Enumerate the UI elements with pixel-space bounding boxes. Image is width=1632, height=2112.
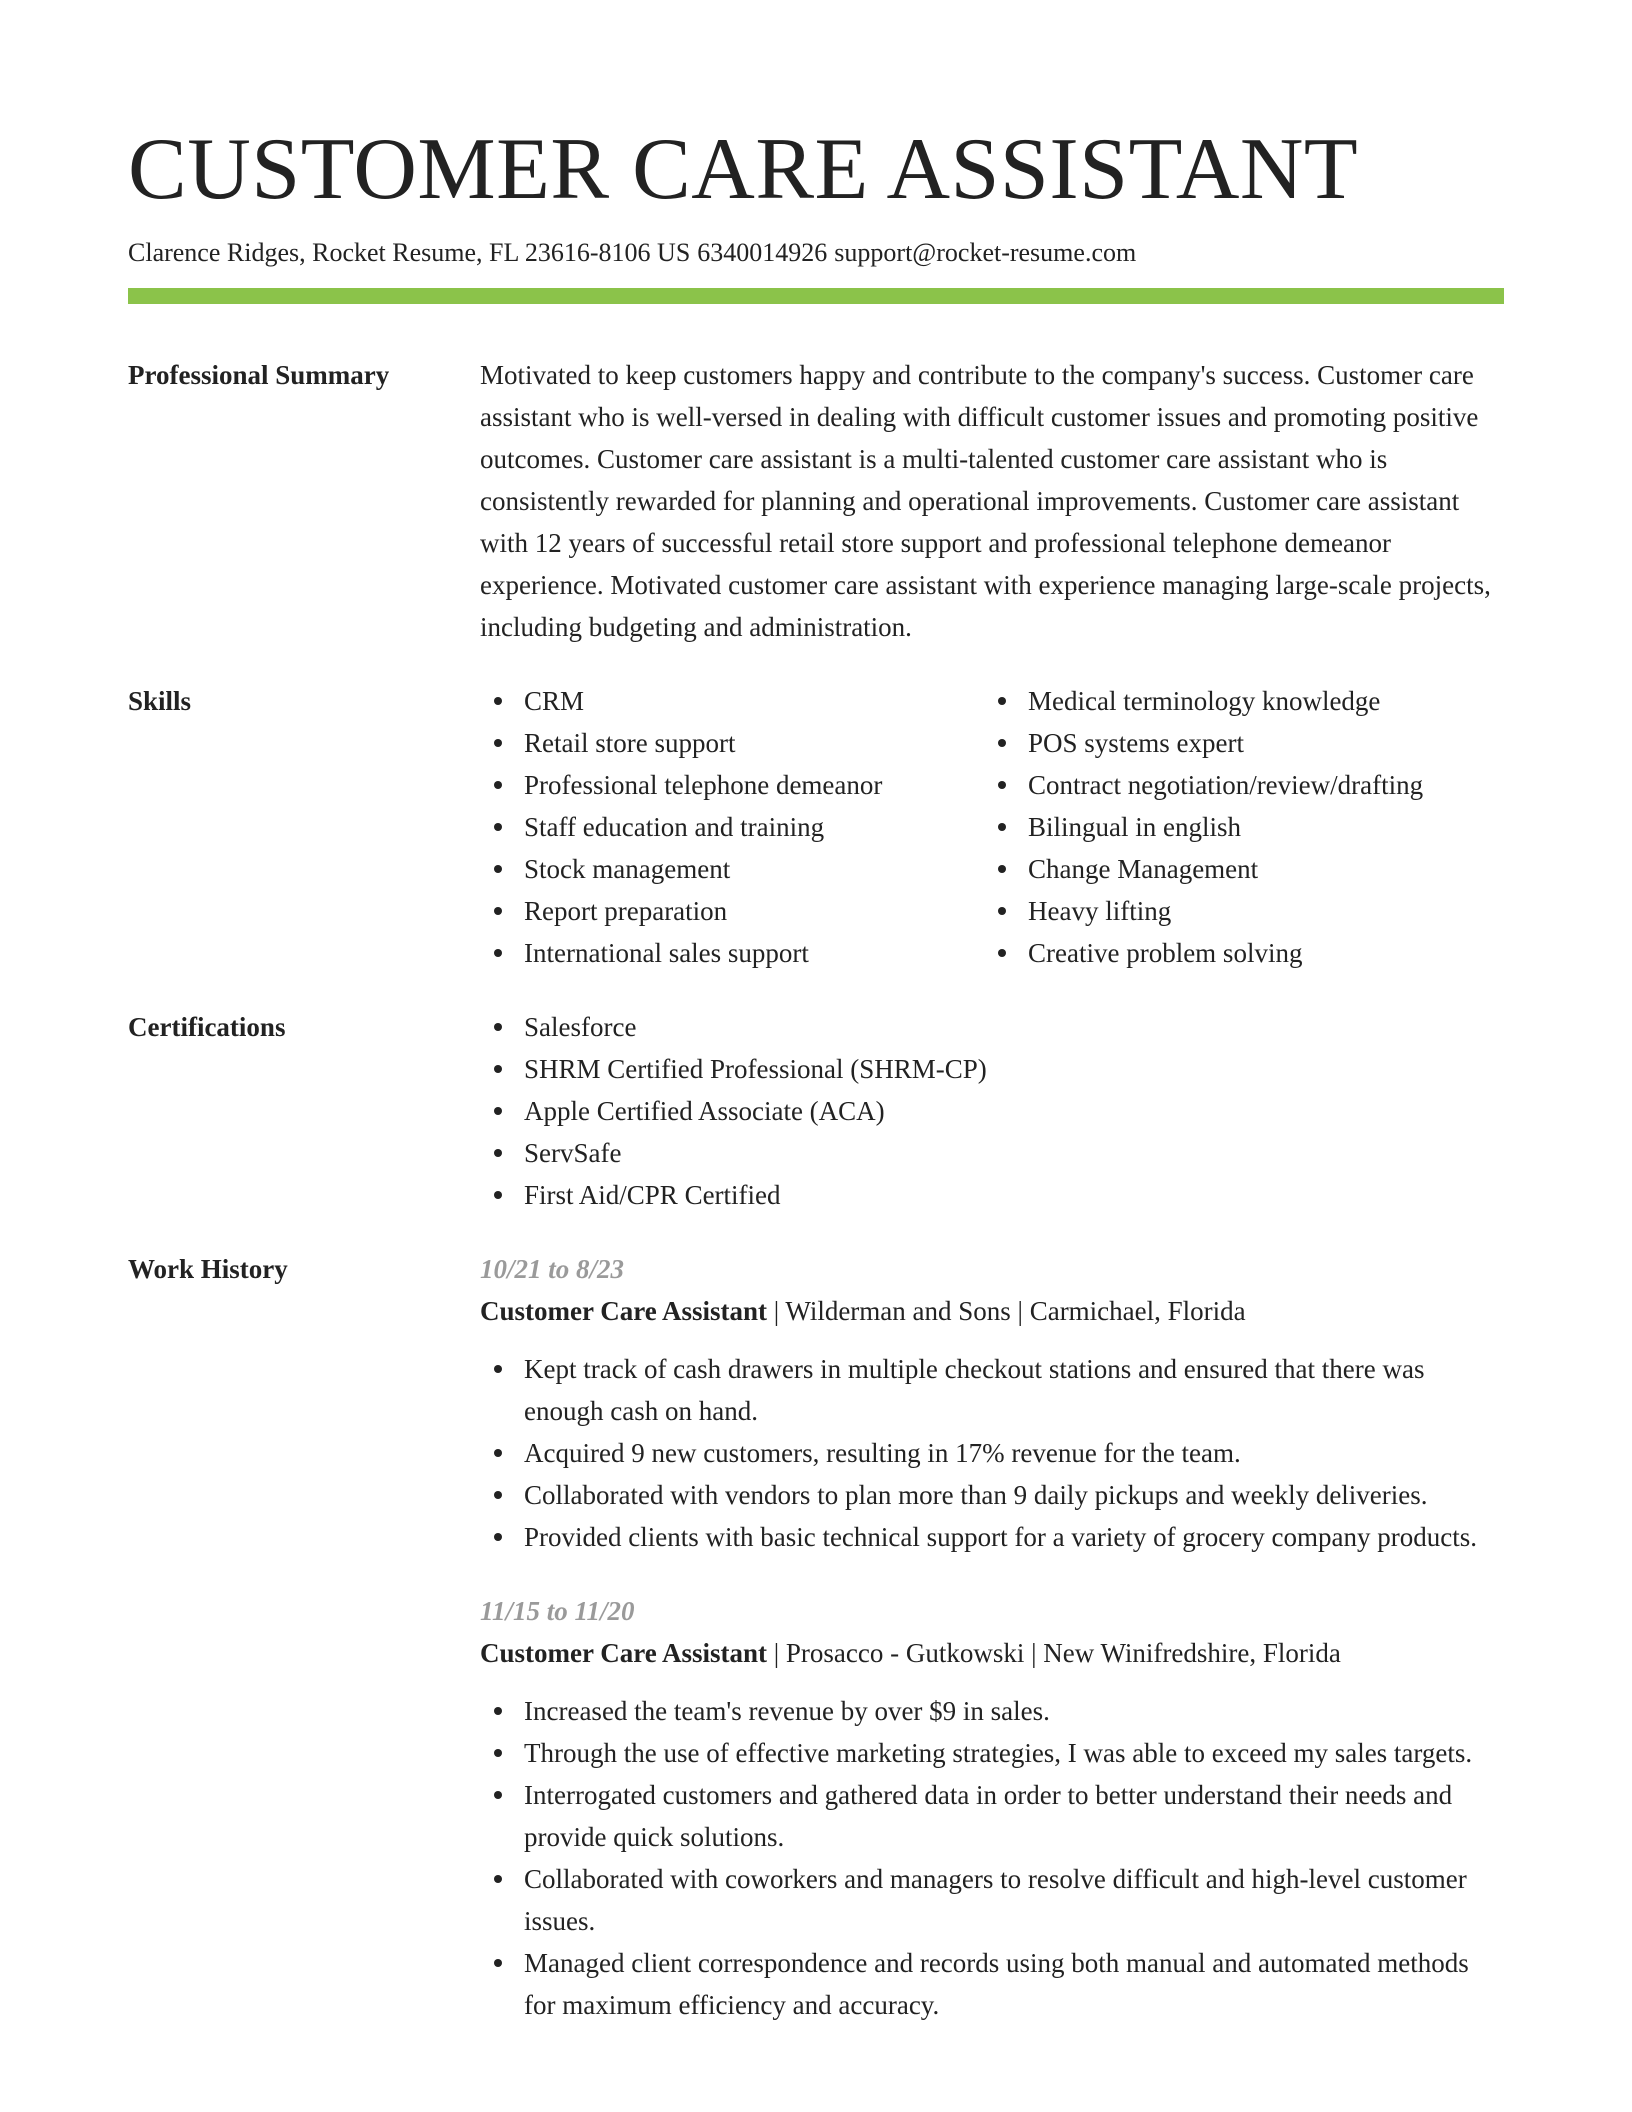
contact-address: Clarence Ridges, Rocket Resume, FL 23616-8106 US [128, 238, 691, 267]
contact-phone: 6340014926 [697, 238, 828, 267]
certifications-list [480, 1006, 1504, 1216]
certification-item: Salesforce [480, 1006, 1504, 1048]
skills-grid [480, 680, 1504, 974]
skill-item: International sales support [480, 932, 984, 974]
resume-page [128, 120, 1504, 2026]
job-entry [480, 1590, 1504, 2026]
work-history-body [480, 1248, 1504, 2026]
job-bullets [480, 1348, 1504, 1558]
job-bullet: Acquired 9 new customers, resulting in 17% revenue for the team. [480, 1432, 1504, 1474]
summary-heading: Professional Summary [128, 360, 390, 390]
job-bullet: Collaborated with coworkers and managers to resolve difficult and high-level customer issues. [480, 1858, 1504, 1942]
skill-item: Retail store support [480, 722, 984, 764]
work-history-section [128, 1248, 1504, 2026]
skill-item: Bilingual in english [984, 806, 1504, 848]
certification-item: First Aid/CPR Certified [480, 1174, 1504, 1216]
certifications-body [480, 1006, 1504, 1216]
certification-item: SHRM Certified Professional (SHRM-CP) [480, 1048, 1504, 1090]
skills-heading: Skills [128, 686, 192, 716]
job-employer: | Prosacco - Gutkowski | New Winifredshire, Florida [767, 1638, 1341, 1668]
job-bullet: Through the use of effective marketing strategies, I was able to exceed my sales targets. [480, 1732, 1504, 1774]
job-bullet: Managed client correspondence and records using both manual and automated methods for maximum efficiency and accuracy. [480, 1942, 1504, 2026]
job-title: Customer Care Assistant [480, 1638, 767, 1668]
job-dates: 11/15 to 11/20 [480, 1596, 635, 1626]
job-employer: | Wilderman and Sons | Carmichael, Florida [767, 1296, 1246, 1326]
job-dates: 10/21 to 8/23 [480, 1254, 625, 1284]
summary-section [128, 354, 1504, 648]
skill-item: Change Management [984, 848, 1504, 890]
contact-email: support@rocket-resume.com [834, 238, 1137, 267]
skill-item: Report preparation [480, 890, 984, 932]
summary-text: Motivated to keep customers happy and contribute to the company's success. Customer care assistant who is well-versed in dealing with difficult customer issues and promoting positive outcomes. Customer care assistant is a multi-talented customer care assistant who is consistently rewarded for planning and operational improvements. Customer care assistant with 12 years of successful retail store support and professional telephone demeanor experience. Motivated customer care assistant with experience managing large-scale projects, including budgeting and administration. [480, 360, 1491, 642]
skill-item: Medical terminology knowledge [984, 680, 1504, 722]
skill-item: POS systems expert [984, 722, 1504, 764]
certification-item: ServSafe [480, 1132, 1504, 1174]
skills-body [480, 680, 1504, 974]
job-bullet: Increased the team's revenue by over $9 in sales. [480, 1690, 1504, 1732]
certifications-heading: Certifications [128, 1012, 286, 1042]
job-title: Customer Care Assistant [480, 1296, 767, 1326]
job-bullet: Kept track of cash drawers in multiple checkout stations and ensured that there was enough cash on hand. [480, 1348, 1504, 1432]
certification-item: Apple Certified Associate (ACA) [480, 1090, 1504, 1132]
job-bullet: Interrogated customers and gathered data in order to better understand their needs and provide quick solutions. [480, 1774, 1504, 1858]
skill-item: Stock management [480, 848, 984, 890]
skill-item: Creative problem solving [984, 932, 1504, 974]
skills-section [128, 680, 1504, 974]
job-title-line [480, 1290, 1504, 1332]
job-bullet: Collaborated with vendors to plan more than 9 daily pickups and weekly deliveries. [480, 1474, 1504, 1516]
job-bullet: Provided clients with basic technical support for a variety of grocery company products. [480, 1516, 1504, 1558]
skill-item: Staff education and training [480, 806, 984, 848]
skill-item: Heavy lifting [984, 890, 1504, 932]
header-divider [128, 288, 1504, 304]
skills-column-1 [480, 680, 984, 974]
job-bullets [480, 1690, 1504, 2026]
skill-item: Contract negotiation/review/drafting [984, 764, 1504, 806]
skill-item: CRM [480, 680, 984, 722]
skills-column-2 [984, 680, 1504, 974]
contact-line [128, 236, 1504, 270]
job-entry [480, 1248, 1504, 1558]
resume-title: CUSTOMER CARE ASSISTANT [128, 121, 1359, 218]
skill-item: Professional telephone demeanor [480, 764, 984, 806]
job-title-line [480, 1632, 1504, 1674]
certifications-section [128, 1006, 1504, 1216]
work-history-heading: Work History [128, 1254, 288, 1284]
